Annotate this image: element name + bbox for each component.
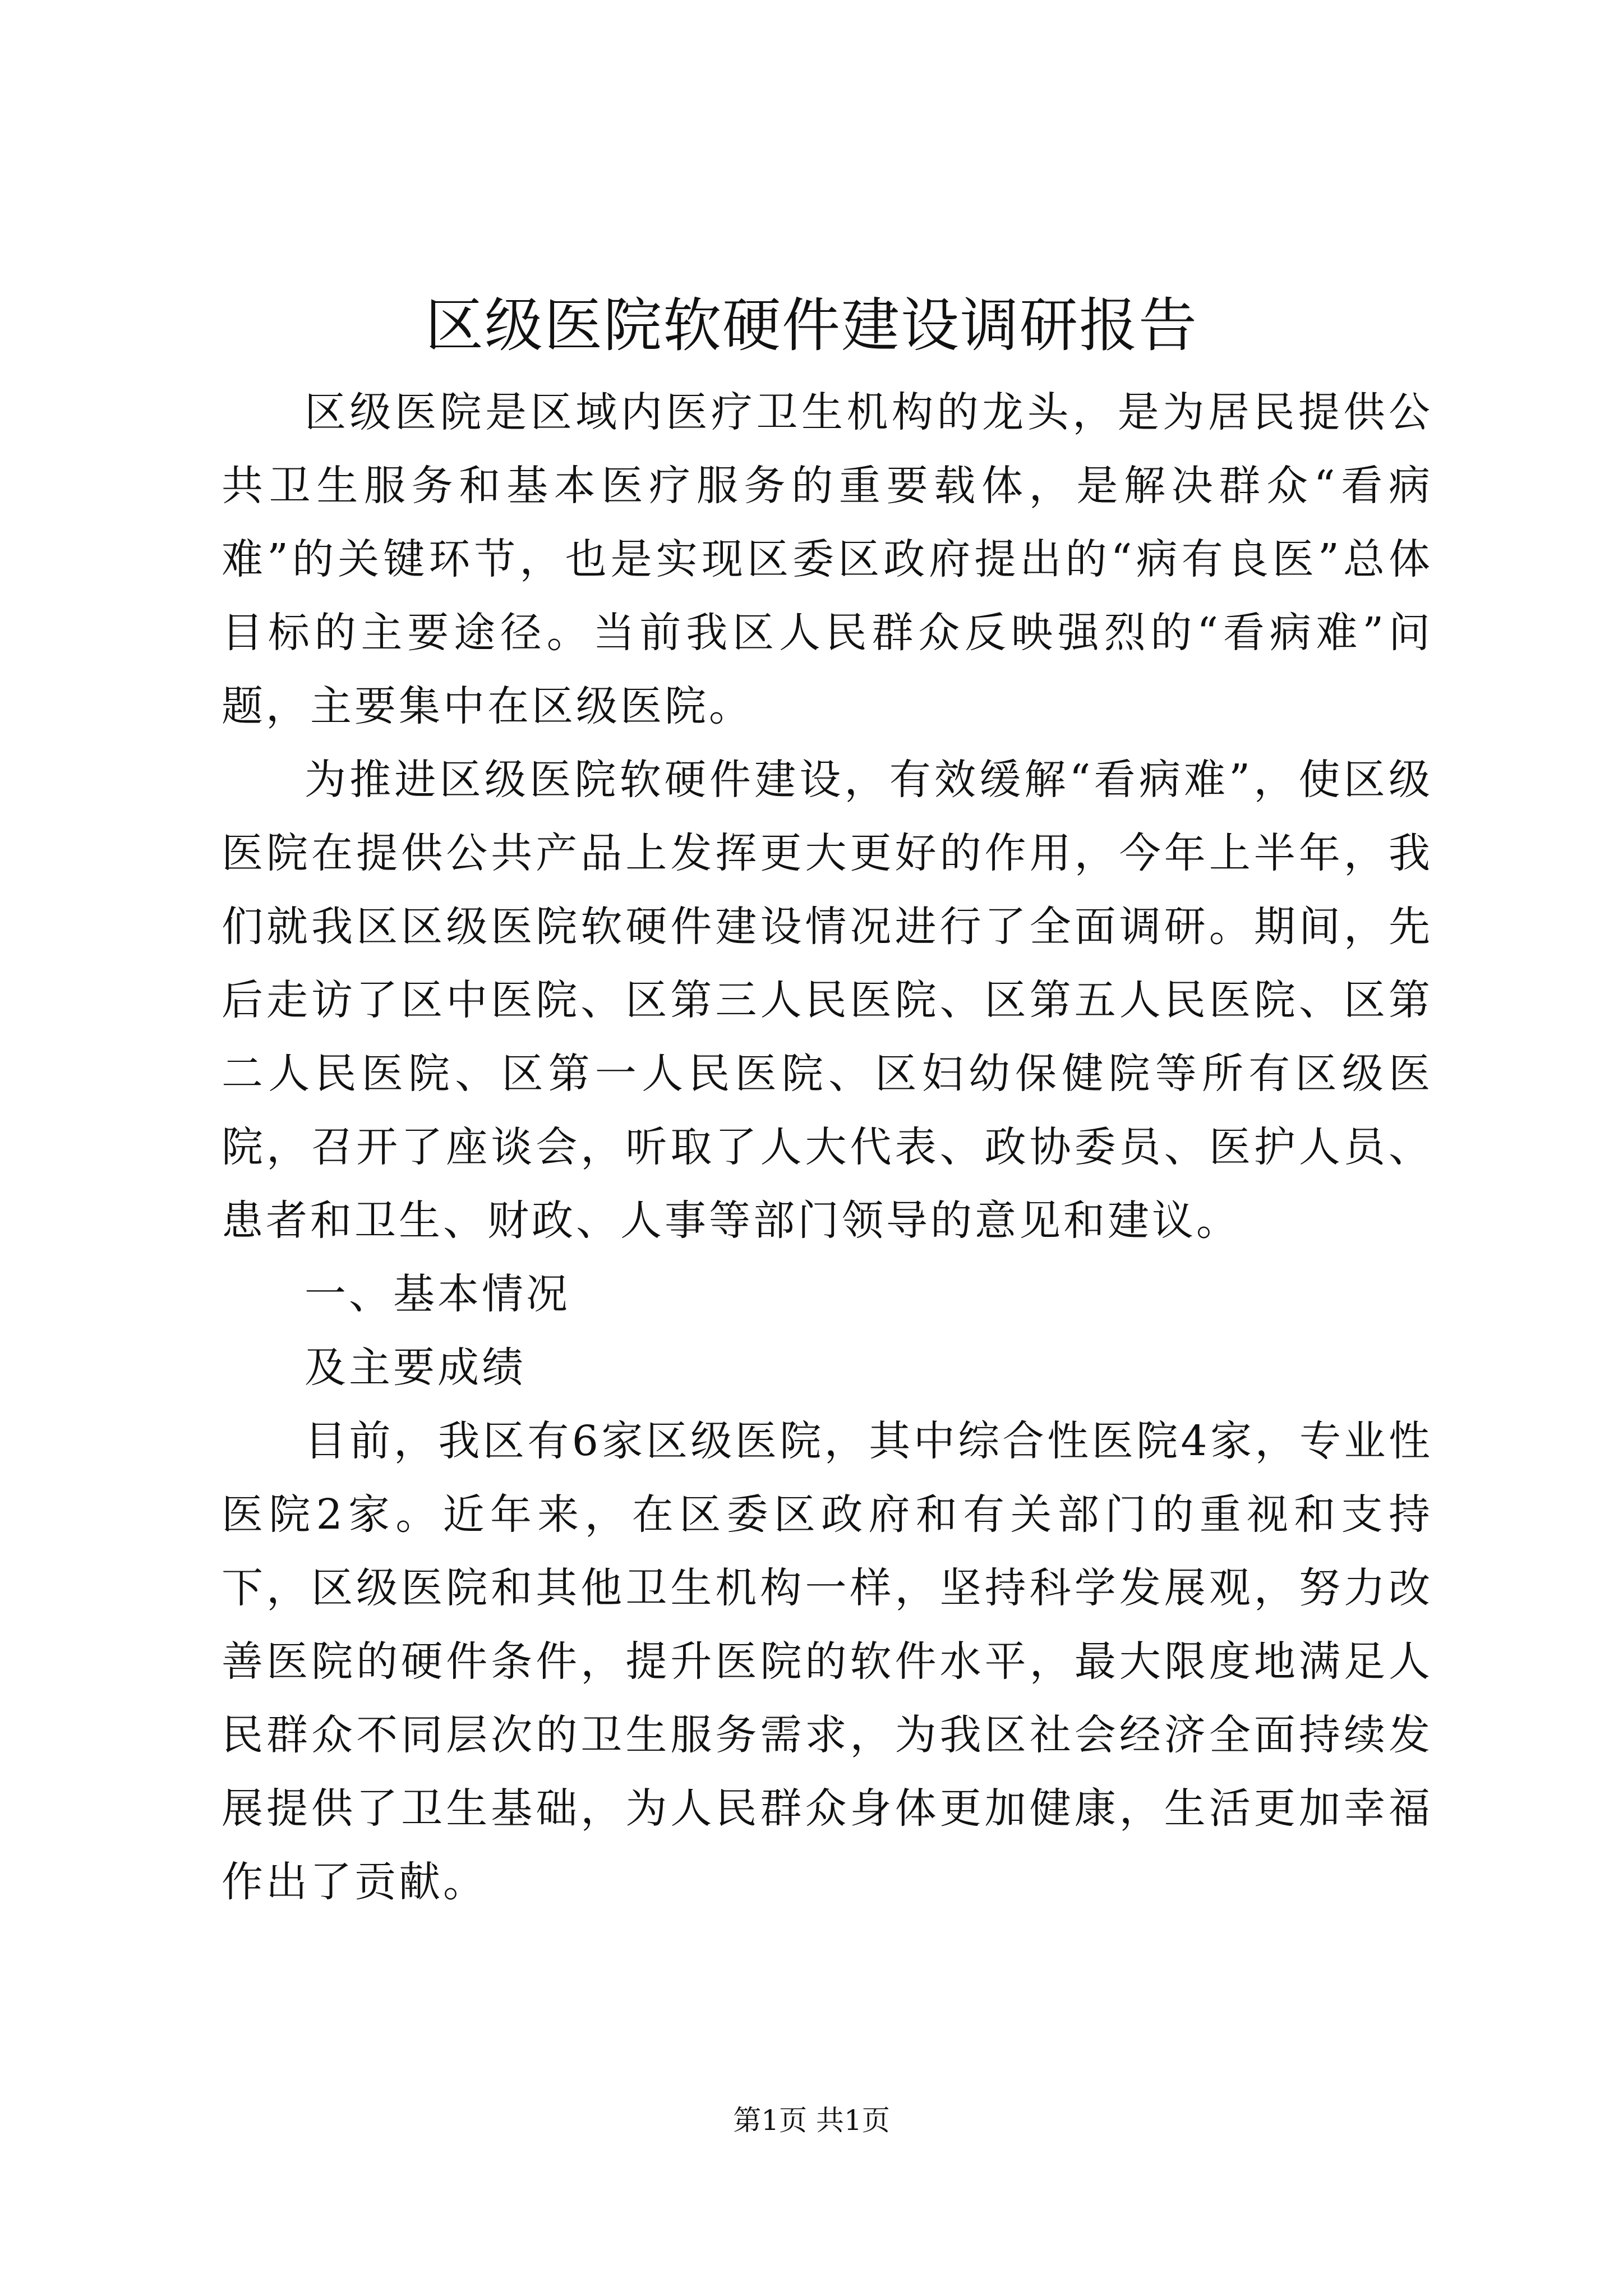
page-footer: 第1页 共1页: [733, 2104, 890, 2137]
paragraph-intro: 区级医院是区域内医疗卫生机构的龙头，是为居民提供公共卫生服务和基本医疗服务的重要载体，是解决群众“看病难”的关键环节，也是实现区委区政府提出的“病有良医”总体目标的主要途径。当前我区人民群众反映强烈的“看病难”问题，主要集中在区级医院。: [222, 388, 1433, 730]
section-heading-achievements: 及主要成绩: [305, 1343, 526, 1392]
document-title: 区级医院软硬件建设调研报告: [425, 291, 1198, 360]
document-body: [222, 376, 1433, 1919]
paragraph-research: 为推进区级医院软硬件建设，有效缓解“看病难”，使区级医院在提供公共产品上发挥更大更好的作用，今年上半年，我们就我区区级医院软硬件建设情况进行了全面调研。期间，先后走访了区中医院、区第三人民医院、区第五人民医院、区第二人民医院、区第一人民医院、区妇幼保健院等所有区级医院，召开了座谈会，听取了人大代表、政协委员、医护人员、患者和卫生、财政、人事等部门领导的意见和建议。: [222, 756, 1433, 1245]
section-heading-basic: 一、基本情况: [305, 1270, 570, 1318]
paragraph-current-status: 目前，我区有6家区级医院，其中综合性医院4家，专业性医院2家。近年来，在区委区政府和有关部门的重视和支持下，区级医院和其他卫生机构一样，坚持科学发展观，努力改善医院的硬件条件，提升医院的软件水平，最大限度地满足人民群众不同层次的卫生服务需求，为我区社会经济全面持续发展提供了卫生基础，为人民群众身体更加健康，生活更加幸福作出了贡献。: [222, 1417, 1433, 1906]
